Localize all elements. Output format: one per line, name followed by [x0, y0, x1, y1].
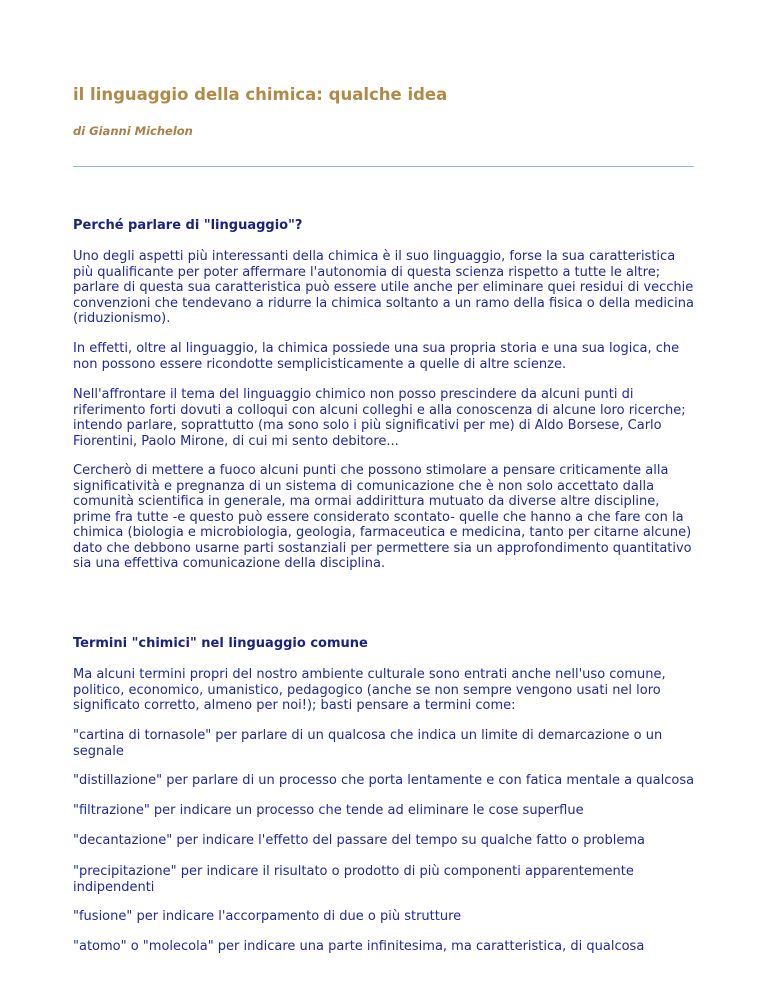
list-item: "fusione" per indicare l'accorpamento di due o più strutture — [73, 909, 462, 924]
divider — [73, 166, 694, 167]
section-heading-chemical-terms: Termini "chimici" nel linguaggio comune — [73, 636, 368, 651]
list-item: "atomo" o "molecola" per indicare una parte infinitesima, ma caratteristica, di qualcosa — [73, 939, 645, 954]
paragraph: Uno degli aspetti più interessanti della chimica è il suo linguaggio, forse la sua caratteristica più qualificante per poter affermare l'autonomia di questa scienza rispetto a tutte le altre; parlare di questa sua caratteristica può essere utile anche per eliminare quei residui di vecchie convenzioni che tendevano a ridurre la chimica soltanto a un ramo della fisica o della medicina (riduzionismo). — [73, 249, 694, 326]
paragraph: Ma alcuni termini propri del nostro ambiente culturale sono entrati anche nell'uso comune, politico, economico, umanistico, pedagogico (anche se non sempre vengono usati nel loro significato corretto, almeno per noi!); basti pensare a termini come: — [73, 667, 666, 713]
paragraph: Nell'affrontare il tema del linguaggio chimico non posso prescindere da alcuni punti di riferimento forti dovuti a colloqui con alcuni colleghi e alla conoscenza di alcune loro ricerche; intendo parlare, soprattutto (ma sono solo i più significativi per me) di Aldo Borsese, Carlo Fiorentini, Paolo Mirone, di cui mi sento debitore... — [73, 387, 686, 449]
paragraph: In effetti, oltre al linguaggio, la chimica possiede una sua propria storia e una sua logica, che non possono essere ricondotte semplicisticamente a quelle di altre scienze. — [73, 341, 680, 372]
list-item: "decantazione" per indicare l'effetto del passare del tempo su qualche fatto o problema — [73, 833, 645, 848]
list-item: "precipitazione" per indicare il risultato o prodotto di più componenti apparentemente indipendenti — [73, 864, 634, 895]
list-item: "cartina di tornasole" per parlare di un qualcosa che indica un limite di demarcazione o un segnale — [73, 728, 663, 759]
section-heading-why-language: Perché parlare di "linguaggio"? — [73, 218, 303, 233]
list-item: "filtrazione" per indicare un processo che tende ad eliminare le cose superflue — [73, 803, 584, 818]
page-title: il linguaggio della chimica: qualche idea — [73, 85, 448, 104]
author-byline: di Gianni Michelon — [73, 124, 193, 138]
paragraph: Cercherò di mettere a fuoco alcuni punti che possono stimolare a pensare criticamente alla significatività e pregnanza di un sistema di comunicazione che è non solo accettato dalla comunità scientifica in generale, ma ormai addirittura mutuato da diverse altre discipline, prime fra tutte -e questo può essere considerato scontato- quelle che hanno a che fare con la chimica (biologia e microbiologia, geologia, farmaceutica e medicina, tanto per citarne alcune) dato che debbono usarne parti sostanziali per permettere sia un approfondimento quantitativo sia una effettiva comunicazione della disciplina. — [73, 463, 692, 571]
list-item: "distillazione" per parlare di un processo che porta lentamente e con fatica mentale a qualcosa — [73, 773, 695, 788]
